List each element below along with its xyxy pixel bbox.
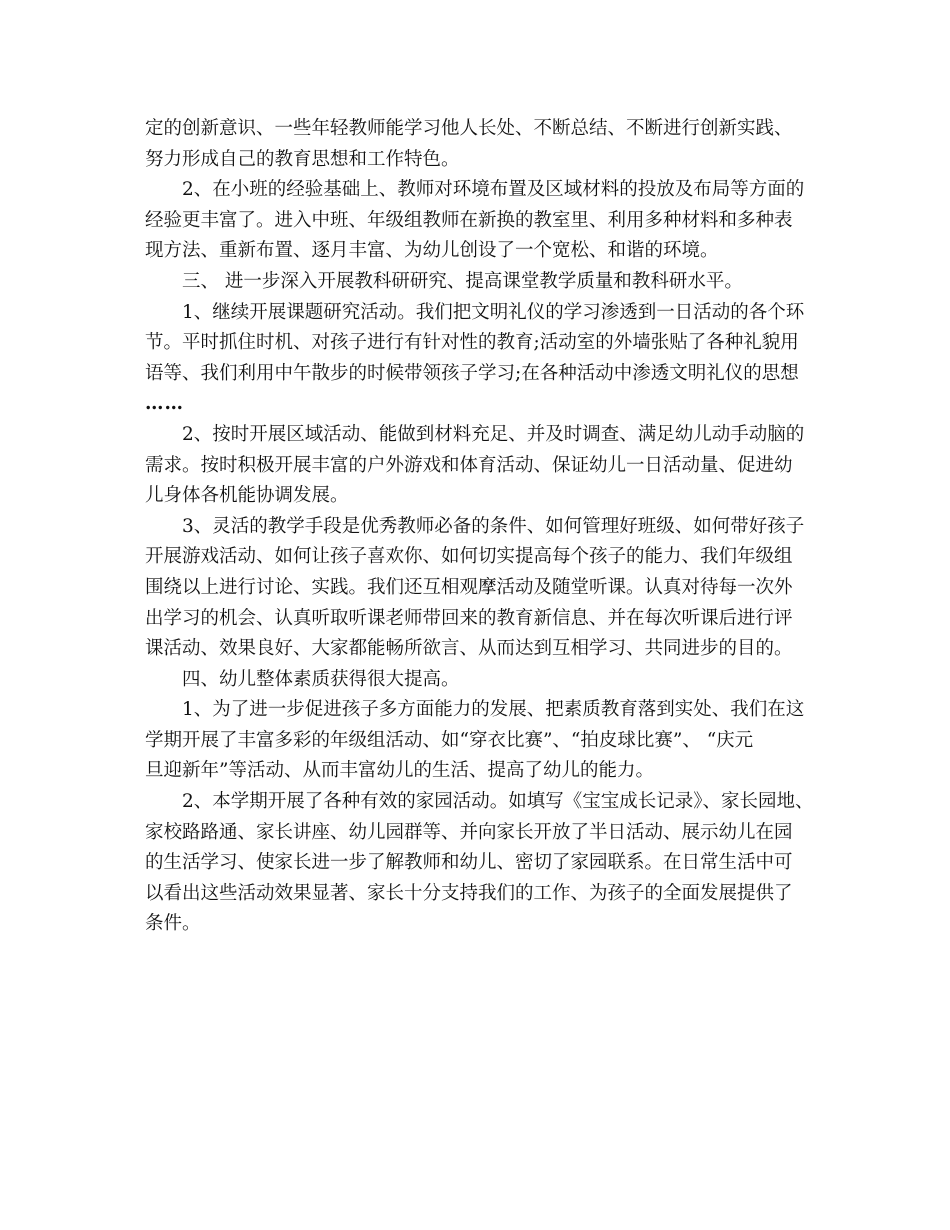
- body-text: [145, 114, 825, 940]
- text-line: 课活动、效果良好、大家都能畅所欲言、从而达到互相学习、共同进步的目的。: [145, 638, 793, 660]
- text-line: 努力形成自己的教育思想和工作特色。: [145, 148, 460, 170]
- text-line: 需求。按时积极开展丰富的户外游戏和体育活动、保证幼儿一日活动量、促进幼: [145, 454, 793, 476]
- text-line: 节。平时抓住时机、对孩子进行有针对性的教育;活动室的外墙张贴了各种礼貌用: [145, 332, 799, 354]
- paragraph-start-line: 2、在小班的经验基础上、教师对环境布置及区域材料的投放及布局等方面的: [182, 179, 805, 201]
- text-line: 出学习的机会、认真听取听课老师带回来的教育新信息、并在每次听课后进行评: [145, 607, 793, 629]
- text-line: 学期开展了丰富多彩的年级组活动、如“穿衣比赛”、“拍皮球比赛”、 “庆元: [145, 729, 754, 751]
- text-line: 开展游戏活动、如何让孩子喜欢你、如何切实提高每个孩子的能力、我们年级组: [145, 546, 793, 568]
- paragraph-start-line: 3、灵活的教学手段是优秀教师必备的条件、如何管理好班级、如何带好孩子: [182, 515, 805, 537]
- text-line: 的生活学习、使家长进一步了解教师和幼儿、密切了家园联系。在日常生活中可: [145, 852, 793, 874]
- section-heading-4: 四、幼儿整体素质获得很大提高。: [182, 668, 460, 690]
- text-line: 家校路路通、家长讲座、幼儿园群等、并向家长开放了半日活动、展示幼儿在园: [145, 821, 793, 843]
- paragraph-start-line: 1、为了进一步促进孩子多方面能力的发展、把素质教育落到实处、我们在这: [182, 699, 805, 721]
- section-heading-3: 三、 进一步深入开展教科研研究、提高课堂教学质量和教科研水平。: [182, 270, 743, 292]
- text-line: 定的创新意识、一些年轻教师能学习他人长处、不断总结、不断进行创新实践、: [145, 118, 793, 139]
- text-line: 以看出这些活动效果显著、家长十分支持我们的工作、为孩子的全面发展提供了: [145, 882, 793, 904]
- paragraph-start-line: 2、本学期开展了各种有效的家园活动。如填写《宝宝成长记录》、家长园地、: [182, 791, 814, 813]
- text-line: 语等、我们利用中午散步的时候带领孩子学习;在各种活动中渗透文明礼仪的思想: [145, 362, 799, 384]
- text-line: 旦迎新年”等活动、从而丰富幼儿的生活、提高了幼儿的能力。: [145, 760, 654, 782]
- text-line: 经验更丰富了。进入中班、年级组教师在新换的教室里、利用多种材料和多种表: [145, 209, 793, 231]
- text-line: 围绕以上进行讨论、实践。我们还互相观摩活动及随堂听课。认真对待每一次外: [145, 576, 793, 598]
- paragraph-start-line: 2、按时开展区域活动、能做到材料充足、并及时调查、满足幼儿动手动脑的: [182, 423, 805, 445]
- text-line: 现方法、重新布置、逐月丰富、为幼儿创设了一个宽松、和谐的环境。: [145, 240, 719, 262]
- ellipsis-line: ……: [145, 393, 184, 415]
- paragraph-start-line: 1、继续开展课题研究活动。我们把文明礼仪的学习渗透到一日活动的各个环: [182, 301, 805, 323]
- text-line: 条件。: [145, 913, 201, 935]
- text-line: 儿身体各机能协调发展。: [145, 485, 349, 507]
